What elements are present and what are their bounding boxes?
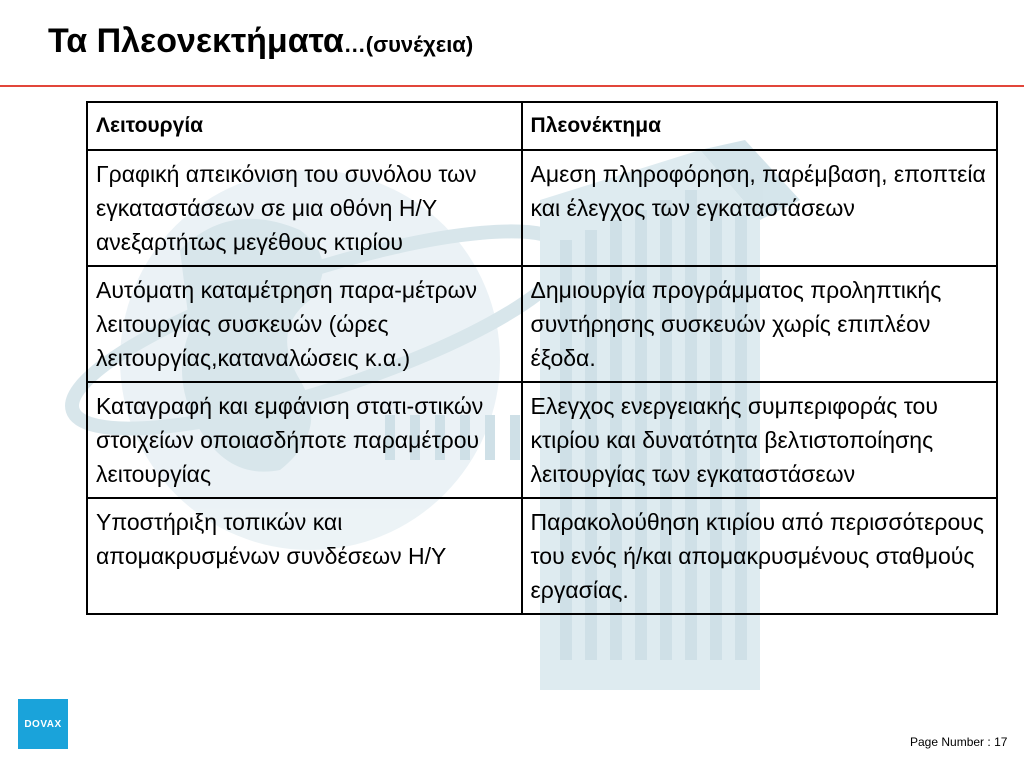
function-cell: Υποστήριξη τοπικών και απομακρυσμένων συνδέσεων Η/Υ: [87, 498, 522, 614]
table-row: [87, 150, 997, 266]
column-header-advantage: Πλεονέκτημα: [522, 102, 997, 150]
advantages-table: [86, 101, 998, 615]
title-main: Τα Πλεονεκτήματα: [48, 22, 344, 60]
page-number-label: Page Number :: [910, 735, 991, 749]
advantage-cell: Αμεση πληροφόρηση, παρέμβαση, εποπτεία και έλεγχος των εγκαταστάσεων: [522, 150, 997, 266]
page-title: [48, 22, 473, 61]
title-divider: [0, 85, 1024, 87]
function-cell: Γραφική απεικόνιση του συνόλου των εγκαταστάσεων σε μια οθόνη Η/Υ ανεξαρτήτως μεγέθους κτιρίου: [87, 150, 522, 266]
page-number-footer: [910, 735, 1007, 749]
advantage-cell: Παρακολούθηση κτιρίου από περισσότερους του ενός ή/και απομακρυσμένους σταθμούς εργασίας.: [522, 498, 997, 614]
advantage-cell: Δημιουργία προγράμματος προληπτικής συντήρησης συσκευών χωρίς επιπλέον έξοδα.: [522, 266, 997, 382]
function-cell: Αυτόματη καταμέτρηση παρα-μέτρων λειτουργίας συσκευών (ώρες λειτουργίας,καταναλώσεις κ.α.): [87, 266, 522, 382]
function-cell: Καταγραφή και εμφάνιση στατι-στικών στοιχείων οποιασδήποτε παραμέτρου λειτουργίας: [87, 382, 522, 498]
page-number-value: 17: [994, 735, 1008, 749]
title-suffix: …(συνέχεια): [343, 32, 474, 57]
table-row: [87, 266, 997, 382]
advantage-cell: Ελεγχος ενεργειακής συμπεριφοράς του κτιρίου και δυνατότητα βελτιστοποίησης λειτουργίας των εγκαταστάσεων: [522, 382, 997, 498]
table-header-row: [87, 102, 997, 150]
column-header-function: Λειτουργία: [87, 102, 522, 150]
table-row: [87, 382, 997, 498]
company-logo: DOVAX: [18, 699, 68, 749]
table-row: [87, 498, 997, 614]
